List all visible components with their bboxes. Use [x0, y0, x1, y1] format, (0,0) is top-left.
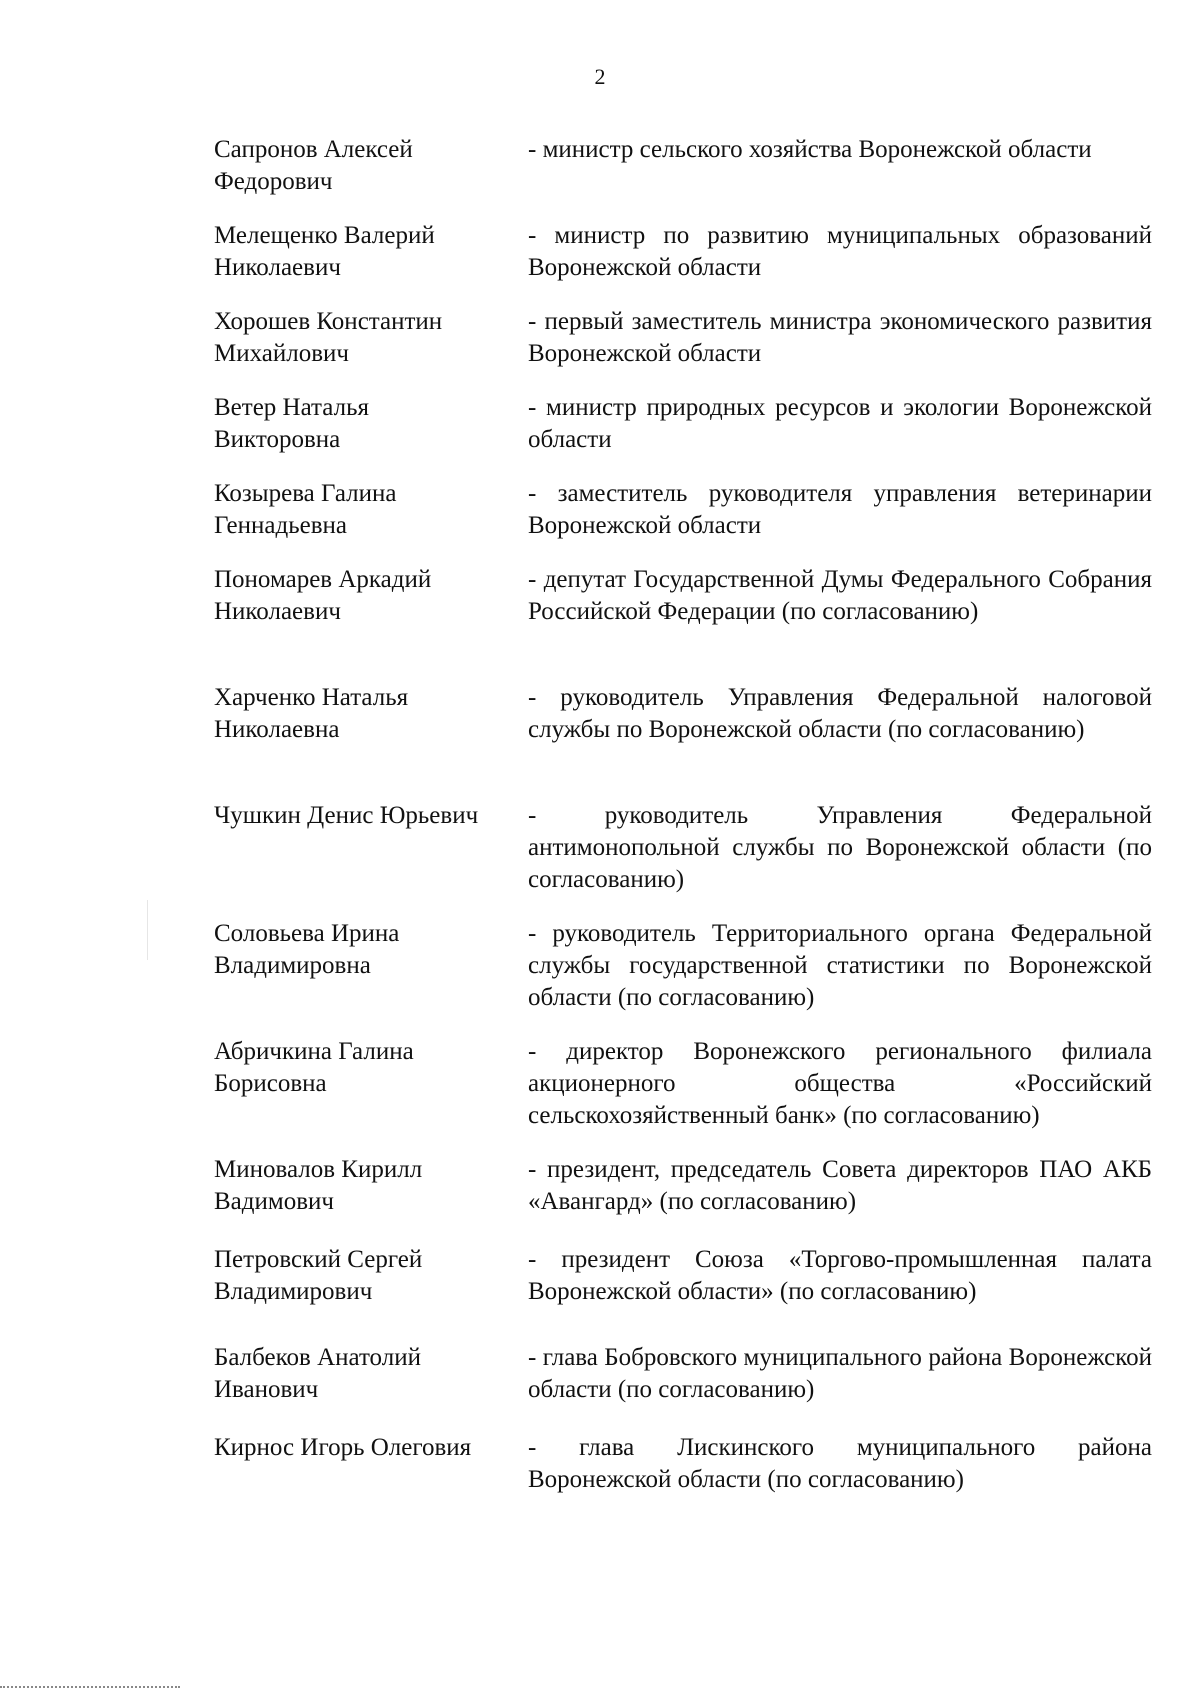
member-name: Ветер Наталья Викторовна: [214, 394, 369, 453]
member-name: Харченко Наталья Николаевна: [214, 684, 409, 743]
member-position: - глава Лискинского муниципального района Воронежской области (по согласованию): [528, 1434, 1152, 1493]
member-position: - заместитель руководителя управления ветеринарии Воронежской области: [528, 480, 1152, 539]
member-position: - министр природных ресурсов и экологии Воронежской области: [528, 394, 1152, 453]
member-name: Хорошев Константин Михайлович: [214, 308, 443, 367]
margin-mark: [147, 900, 148, 960]
member-name: Балбеков Анатолий Иванович: [214, 1344, 421, 1403]
member-name: Абричкина Галина Борисовна: [214, 1038, 414, 1097]
member-position: - директор Воронежского регионального филиала акционерного общества «Российский сельскохозяйственный банк» (по согласованию): [528, 1038, 1152, 1129]
member-position: - руководитель Управления Федеральной налоговой службы по Воронежской области (по согласованию): [528, 684, 1152, 743]
member-name: Кирнос Игорь Олеговия: [214, 1434, 472, 1461]
member-position: - глава Бобровского муниципального района Воронежской области (по согласованию): [528, 1344, 1152, 1403]
member-position: - министр по развитию муниципальных образований Воронежской области: [528, 222, 1152, 281]
member-position: - руководитель Территориального органа Федеральной службы государственной статистики по Воронежской области (по согласованию): [528, 920, 1152, 1011]
member-position: - депутат Государственной Думы Федерального Собрания Российской Федерации (по согласованию): [528, 566, 1152, 625]
page-number: 2: [594, 64, 606, 89]
member-name: Соловьева Ирина Владимировна: [214, 920, 400, 979]
member-name: Пономарев Аркадий Николаевич: [214, 566, 432, 625]
member-position: - первый заместитель министра экономического развития Воронежской области: [528, 308, 1152, 367]
bottom-rule: [0, 1686, 180, 1688]
member-position: - президент Союза «Торгово-промышленная палата Воронежской области» (по согласованию): [528, 1246, 1152, 1305]
member-name: Миновалов Кирилл Вадимович: [214, 1156, 423, 1215]
member-name: Чушкин Денис Юрьевич: [214, 802, 479, 829]
member-name: Мелещенко Валерий Николаевич: [214, 222, 435, 281]
member-name: Петровский Сергей Владимирович: [214, 1246, 423, 1305]
member-position: - руководитель Управления Федеральной антимонопольной службы по Воронежской области (по согласованию): [528, 802, 1152, 893]
member-name: Сапронов Алексей Федорович: [214, 136, 413, 195]
member-position: - президент, председатель Совета директоров ПАО АКБ «Авангард» (по согласованию): [528, 1156, 1152, 1215]
member-name: Козырева Галина Геннадьевна: [214, 480, 397, 539]
member-position: - министр сельского хозяйства Воронежской области: [528, 136, 1092, 163]
